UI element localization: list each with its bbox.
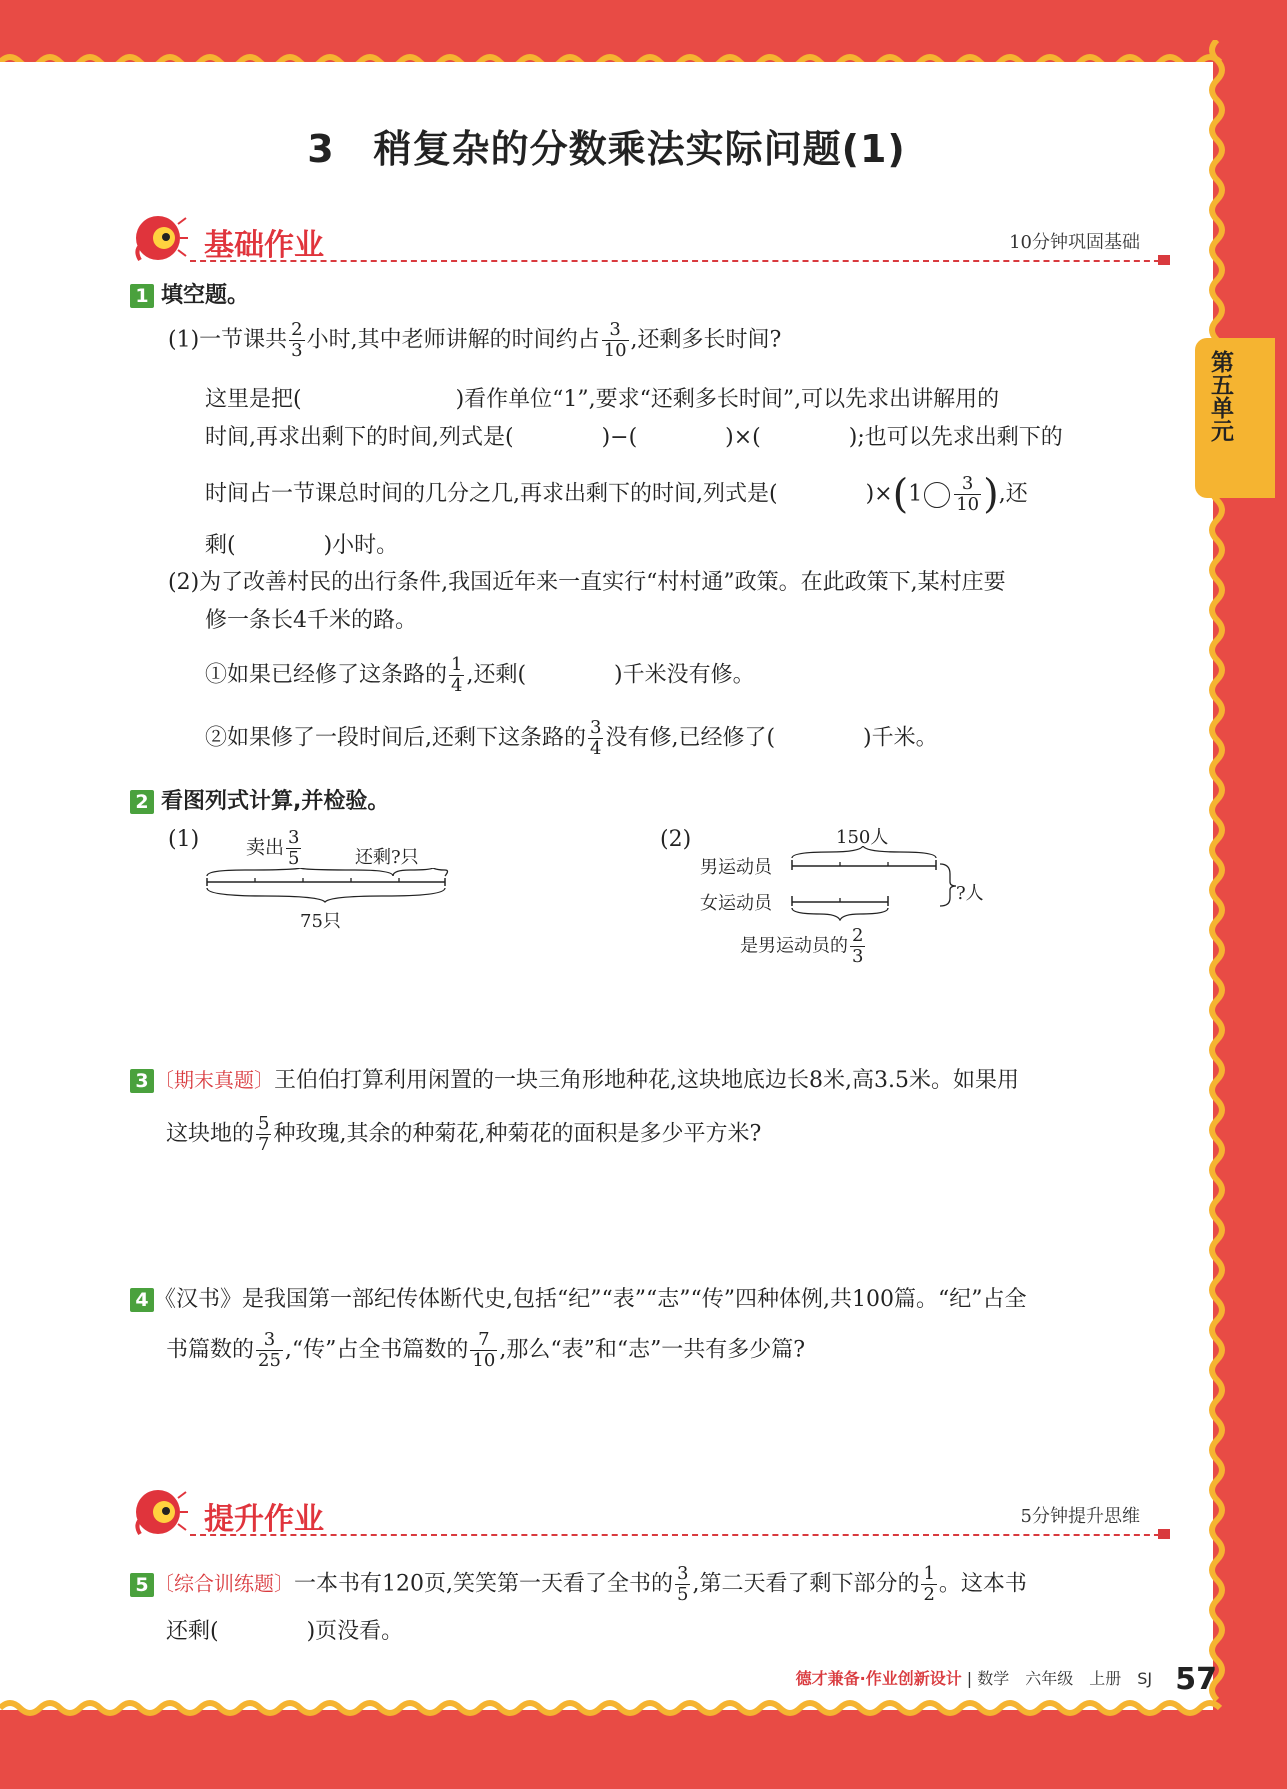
fraction-numerator: 2	[291, 319, 303, 340]
unit-side-tab-label: 第五单元	[1207, 350, 1233, 442]
question-4-line2	[166, 1330, 1176, 1371]
page-number: 57	[1175, 1662, 1217, 1697]
fraction	[675, 1564, 690, 1605]
fraction	[602, 320, 629, 361]
question-2-number: 2	[130, 790, 154, 814]
mascot-icon	[130, 1484, 190, 1544]
diagram-2-male: 男运动员	[700, 857, 772, 878]
question-5-tag: 〔综合训练题〕	[154, 1571, 294, 1596]
question-1	[130, 280, 249, 312]
question-4-line2-text-b: ,“传”占全书篇数的	[284, 1337, 469, 1363]
diagram-2-note	[740, 926, 867, 967]
section-advanced-label: 提升作业	[204, 1502, 324, 1537]
q1-p2-s1-text-b: ,还剩( )千米没有修。	[466, 662, 755, 688]
question-5-line1-text-a: 一本书有120页,笑笑第一天看了全书的	[294, 1571, 673, 1597]
q1-p1-text-b: 小时,其中老师讲解的时间约占	[306, 327, 600, 353]
fraction-denominator: 10	[472, 1350, 496, 1371]
q1-part1-line5: 剩( )小时。	[205, 533, 399, 558]
q1-p2-s1-text-a: ①如果已经修了这条路的	[205, 662, 448, 688]
fraction	[256, 1114, 271, 1155]
question-5	[130, 1564, 1180, 1605]
diagram-2-bars	[790, 846, 970, 921]
fraction	[286, 828, 301, 869]
question-3	[130, 1064, 1180, 1097]
question-4-line2-text-a: 书篇数的	[166, 1337, 255, 1363]
section-advanced-divider	[190, 1534, 1170, 1536]
diagram-2-note-text: 是男运动员的	[740, 935, 848, 957]
question-1-number: 1	[130, 284, 154, 308]
fraction-denominator: 3	[852, 946, 864, 967]
fraction-numerator: 1	[923, 1563, 935, 1584]
section-basic-header	[130, 210, 1170, 270]
diagram-1-left: 还剩?只	[355, 847, 419, 868]
q1-part1-line3: 时间,再求出剩下的时间,列式是( )−( )×( );也可以先求出剩下的	[205, 425, 1063, 450]
diagram-1-sold-text: 卖出	[246, 836, 285, 859]
fraction-denominator: 5	[677, 1584, 689, 1605]
footer-brand: 德才兼备·作业创新设计	[795, 1669, 962, 1688]
section-advanced-header	[130, 1484, 1170, 1544]
section-advanced-note: 5分钟提升思维	[1020, 1506, 1140, 1527]
question-3-line2-text-a: 这块地的	[166, 1121, 255, 1147]
fraction	[449, 655, 464, 696]
diagram-2-female: 女运动员	[700, 893, 772, 914]
fraction-numerator: 2	[852, 925, 864, 946]
fraction-numerator: 1	[451, 654, 463, 675]
page-title: 3 稍复杂的分数乘法实际问题(1)	[307, 127, 906, 171]
question-4-line1: 《汉书》是我国第一部纪传体断代史,包括“纪”“表”“志”“传”四种体例,共100篇。“纪”占全	[154, 1287, 1027, 1312]
q1-part2-sub1	[205, 655, 755, 696]
q1-p1-one: 1	[908, 481, 923, 507]
footer-info: | 数学 六年级 上册 SJ	[966, 1669, 1153, 1688]
diagram-2-top: 150人	[836, 827, 889, 848]
fraction-numerator: 5	[258, 1113, 270, 1134]
question-4	[130, 1284, 1180, 1316]
paren-open: (	[892, 471, 909, 518]
paren-close: )	[983, 471, 999, 518]
diagram-1-sold	[246, 828, 303, 869]
fraction-denominator: 4	[451, 675, 463, 696]
question-5-line1-text-b: ,第二天看了剩下部分的	[692, 1571, 920, 1597]
diagram-1-total: 75只	[300, 911, 341, 932]
unit-side-tab	[1195, 338, 1275, 498]
fraction-numerator: 7	[470, 1330, 497, 1351]
question-3-line1: 王伯伯打算利用闲置的一块三角形地种花,这块地底边长8米,高3.5米。如果用	[274, 1068, 1019, 1093]
question-3-number: 3	[130, 1069, 154, 1093]
q1-p2-s2-text-b: 没有修,已经修了( )千米。	[605, 725, 938, 751]
fraction-denominator: 10	[956, 494, 980, 515]
question-2-head: 看图列式计算,并检验。	[161, 789, 390, 814]
fraction-numerator: 3	[590, 717, 602, 738]
question-4-line2-text-c: ,那么“表”和“志”一共有多少篇?	[499, 1337, 806, 1363]
fraction-denominator: 25	[258, 1350, 281, 1371]
q1-p1-text-c: ,还剩多长时间?	[630, 327, 782, 353]
question-3-line2-text-b: 种玫瑰,其余的种菊花,种菊花的面积是多少平方米?	[273, 1121, 762, 1147]
fraction	[470, 1330, 497, 1371]
fraction-denominator: 3	[291, 340, 303, 361]
q1-p2-s2-text-a: ②如果修了一段时间后,还剩下这条路的	[205, 725, 586, 751]
section-advanced-divider-end	[1158, 1529, 1170, 1539]
mascot-icon	[130, 210, 190, 270]
question-3-line2	[166, 1114, 1176, 1155]
fraction-denominator: 4	[590, 738, 602, 759]
fraction-denominator: 10	[603, 340, 627, 361]
fraction-numerator: 3	[677, 1563, 689, 1584]
q1-part1-line1	[168, 320, 1178, 361]
q1-p1-text-a: (1)一节课共	[168, 327, 288, 353]
section-basic-divider	[190, 260, 1170, 262]
question-4-number: 4	[130, 1288, 154, 1312]
section-basic-note: 10分钟巩固基础	[1009, 232, 1140, 253]
fraction	[921, 1564, 936, 1605]
q1-p1-line4-text-a: 时间占一节课总时间的几分之几,再求出剩下的时间,列式是( )×	[205, 481, 893, 507]
diagram-2-sum: ?人	[956, 883, 984, 904]
fraction-numerator: 3	[602, 320, 629, 341]
fraction-numerator: 3	[256, 1330, 283, 1351]
fraction-denominator: 2	[923, 1584, 935, 1605]
fraction-denominator: 7	[258, 1134, 270, 1155]
fraction-denominator: 5	[288, 848, 300, 869]
diagram-1-label: (1)	[168, 827, 200, 852]
question-5-line2: 还剩( )页没看。	[166, 1619, 404, 1644]
fraction	[954, 474, 981, 515]
q1-part2-sub2	[205, 718, 938, 759]
operator-circle-blank[interactable]	[924, 482, 950, 508]
fraction	[588, 718, 603, 759]
q1-part2-line1: (2)为了改善村民的出行条件,我国近年来一直实行“村村通”政策。在此政策下,某村庄要	[168, 570, 1006, 595]
fraction-numerator: 3	[954, 474, 981, 495]
section-basic-label: 基础作业	[204, 228, 324, 263]
question-1-head: 填空题。	[161, 283, 250, 308]
section-basic-divider-end	[1158, 255, 1170, 265]
fraction	[289, 320, 304, 361]
q1-part1-line4	[205, 471, 1195, 518]
q1-part2-line2: 修一条长4千米的路。	[205, 608, 417, 633]
fraction-numerator: 3	[288, 827, 300, 848]
question-2	[130, 786, 389, 818]
question-5-number: 5	[130, 1573, 154, 1597]
question-3-tag: 〔期末真题〕	[154, 1068, 274, 1092]
question-5-line1-text-c: 。这本书	[938, 1571, 1027, 1597]
page-footer	[796, 1662, 1217, 1697]
q1-part1-line2: 这里是把( )看作单位“1”,要求“还剩多长时间”,可以先求出讲解用的	[205, 387, 1000, 412]
frame-wave-right	[1195, 40, 1235, 1730]
q1-p1-line4-text-b: ,还	[998, 481, 1028, 507]
diagram-2-label: (2)	[660, 827, 692, 852]
fraction	[850, 926, 865, 967]
fraction	[256, 1330, 283, 1371]
